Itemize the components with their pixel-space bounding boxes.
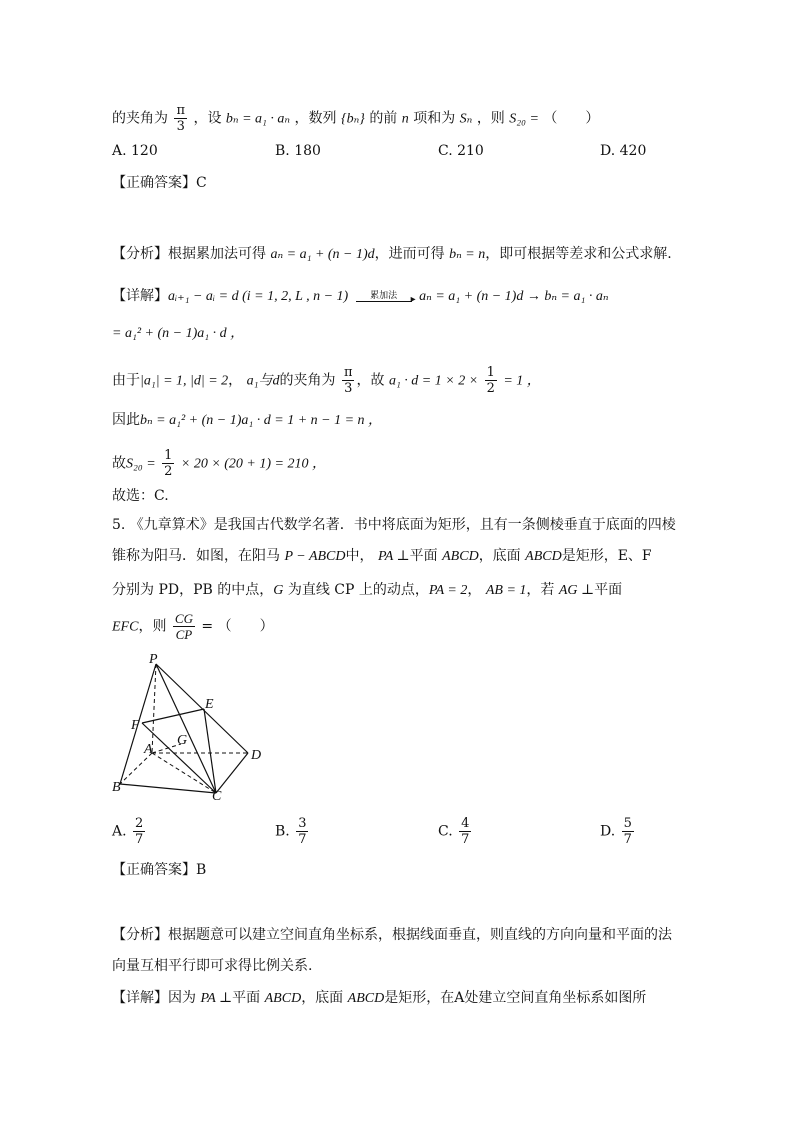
text: ，底面 <box>478 548 521 564</box>
frac-den: 2 <box>486 381 495 396</box>
formula: bₙ = n <box>449 247 486 262</box>
formula: a₁与d <box>246 373 280 389</box>
frac-den: 2 <box>164 464 173 479</box>
frac-num: π <box>176 103 185 118</box>
formula: AG ⊥ <box>558 583 595 598</box>
frac-den: 7 <box>298 832 307 847</box>
text: 因此 <box>112 412 140 428</box>
q4-conclusion: 故选：C. <box>112 488 169 504</box>
text: 为直线 CP 上的动点， <box>287 582 429 598</box>
frac-den: 3 <box>344 381 353 396</box>
formula: = a₁² + (n − 1)a₁ · d ， <box>112 326 245 341</box>
formula: PA = 2 <box>428 583 468 598</box>
formula: aₙ = a₁ + (n − 1)d → bₙ = a₁ · aₙ <box>419 289 609 304</box>
text: 是矩形，在A处建立空间直角坐标系如图所 <box>384 990 647 1006</box>
text: ，数列 <box>294 110 337 127</box>
text: 项和为 <box>413 110 456 127</box>
formula-bn: bₙ = a₁ · aₙ <box>225 111 291 127</box>
label-C: C <box>212 789 222 800</box>
answer-label: 【正确答案】 <box>112 862 196 878</box>
text: ，故 <box>356 372 385 389</box>
option-fraction <box>133 816 145 847</box>
text: 由于 <box>112 372 140 389</box>
q4-detail-line1 <box>112 285 609 308</box>
label-E: E <box>205 697 214 712</box>
q4-answer <box>112 172 207 194</box>
q5-option-d <box>600 816 636 847</box>
formula: ABCD <box>442 549 479 564</box>
edge-FE <box>142 709 204 723</box>
pi-over-3-fraction <box>174 103 187 134</box>
frac-num: CG <box>174 611 193 626</box>
half-fraction <box>485 365 497 396</box>
q4-option-b: B. 180 <box>275 143 321 159</box>
text: 平面 <box>232 990 261 1006</box>
text: ，即可根据等差求和公式求解. <box>485 246 672 262</box>
text: 因为 <box>168 990 196 1006</box>
frac-num: π <box>343 365 353 380</box>
option-fraction <box>622 816 634 847</box>
q5-stem-line1: 5. 《九章算术》是我国古代数学名著．书中将底面为矩形，且有一条侧棱垂直于底面的四棱 <box>112 517 676 533</box>
frac-den: CP <box>175 627 193 642</box>
formula: bₙ = a₁² + (n − 1)a₁ · d = 1 + n − 1 = n ， <box>140 413 383 428</box>
frac-num: 3 <box>298 816 307 831</box>
frac-num: 1 <box>164 448 173 463</box>
detail-label: 【详解】 <box>112 288 168 304</box>
q4-detail-line2 <box>112 322 244 345</box>
text: 的夹角为 <box>279 372 336 389</box>
formula: ABCD <box>347 991 385 1006</box>
text: 的前 <box>369 110 398 127</box>
formula-s20: S₂₀ = <box>509 111 539 127</box>
text: = （ ） <box>201 618 274 635</box>
q4-option-a: A. 120 <box>112 143 158 159</box>
formula: G <box>273 583 284 598</box>
formula: PA ⊥ <box>377 549 410 564</box>
analysis-label: 【分析】 <box>112 246 168 262</box>
text: 根据题意可以建立空间直角坐标系，根据线面垂直，则直线的方向向量和平面的法 <box>168 927 672 943</box>
text: ，底面 <box>301 990 344 1006</box>
q4-option-c: C. 210 <box>438 143 484 159</box>
analysis-label: 【分析】 <box>112 927 168 943</box>
option-letter: A. <box>112 823 127 840</box>
answer-blank: （ ） <box>543 110 600 127</box>
q4-option-d: D. 420 <box>600 143 647 159</box>
formula: AB = 1 <box>485 583 527 598</box>
formula: P − ABCD <box>284 549 346 564</box>
q5-answer <box>112 859 206 881</box>
edge-BC <box>120 784 216 793</box>
formula: aₙ = a₁ + (n − 1)d <box>270 247 375 262</box>
q5-stem-line4 <box>112 611 274 642</box>
text: 中， <box>345 548 374 564</box>
formula: PA ⊥ <box>200 991 233 1006</box>
q5-detail-line1 <box>112 987 646 1010</box>
text: 的夹角为 <box>112 110 168 127</box>
option-letter: B. <box>275 823 290 840</box>
label-G: G <box>177 733 188 748</box>
option-fraction <box>459 816 471 847</box>
formula: a₁ · d = 1 × 2 × <box>388 373 479 389</box>
edge-PD <box>156 664 248 753</box>
q5-stem-line2 <box>112 545 652 568</box>
q5-option-c <box>438 816 473 847</box>
pyramid-figure <box>112 650 272 800</box>
frac-den: 3 <box>176 119 185 134</box>
formula-n: n <box>401 111 409 127</box>
formula: S₂₀ = <box>126 456 156 472</box>
text: 平面 <box>409 548 438 564</box>
q4-detail-line5 <box>112 448 326 479</box>
detail-label: 【详解】 <box>112 990 168 1006</box>
answer-value: C <box>196 175 207 191</box>
label-P: P <box>149 652 158 667</box>
text: 根据累加法可得 <box>168 246 266 262</box>
text: ，设 <box>193 110 222 127</box>
label-A: A <box>144 742 153 757</box>
label-F: F <box>131 718 140 733</box>
label-B: B <box>112 780 121 795</box>
q4-detail-line3 <box>112 365 541 396</box>
text: 锥称为阳马．如图，在阳马 <box>112 548 280 564</box>
text: ，进而可得 <box>374 246 445 262</box>
frac-den: 7 <box>623 832 632 847</box>
formula: × 20 × (20 + 1) = 210 ， <box>180 456 326 472</box>
answer-value: B <box>196 862 207 878</box>
answer-label: 【正确答案】 <box>112 175 196 191</box>
option-letter: C. <box>438 823 453 840</box>
q5-stem-line3 <box>112 579 622 602</box>
formula-sn: Sₙ <box>459 111 473 127</box>
frac-num: 5 <box>623 816 632 831</box>
formula: = 1 ， <box>503 373 541 389</box>
text: ， <box>467 582 482 598</box>
text: 故 <box>112 455 126 472</box>
formula: ABCD <box>525 549 562 564</box>
label-D: D <box>251 748 262 763</box>
text: ， <box>228 372 243 389</box>
q5-analysis-line1 <box>112 924 672 946</box>
q5-option-a <box>112 816 147 847</box>
formula: ABCD <box>264 991 302 1006</box>
text: 分别为 PD，PB 的中点， <box>112 582 274 598</box>
text: ，则 <box>138 618 167 635</box>
arrow-label: 累加法 <box>370 290 398 301</box>
text: 是矩形，E、F <box>561 548 652 564</box>
frac-den: 7 <box>135 832 144 847</box>
frac-num: 2 <box>135 816 144 831</box>
frac-den: 7 <box>461 832 470 847</box>
text: 平面 <box>594 582 623 598</box>
formula: |a₁| = 1, |d| = 2 <box>140 373 229 389</box>
edge-CD <box>216 753 248 793</box>
q4-stem-line <box>112 103 599 134</box>
frac-num: 4 <box>461 816 470 831</box>
option-letter: D. <box>600 823 616 840</box>
pi-over-3-fraction <box>342 365 355 396</box>
arrow-icon <box>356 301 412 302</box>
text: ，若 <box>526 582 555 598</box>
frac-num: 1 <box>486 365 495 380</box>
formula: EFC <box>112 619 139 635</box>
option-fraction <box>296 816 308 847</box>
formula-seq: {bₙ} <box>340 111 365 127</box>
q4-analysis <box>112 243 672 266</box>
q5-option-b <box>275 816 310 847</box>
q5-analysis-line2: 向量互相平行即可求得比例关系. <box>112 958 313 974</box>
half-fraction <box>162 448 174 479</box>
cg-over-cp-fraction <box>173 611 195 642</box>
text: ，则 <box>476 110 505 127</box>
q4-detail-line4 <box>112 409 382 432</box>
arrow-with-label <box>356 291 412 302</box>
formula: aᵢ₊₁ − aᵢ = d (i = 1, 2, L , n − 1) <box>168 289 349 304</box>
